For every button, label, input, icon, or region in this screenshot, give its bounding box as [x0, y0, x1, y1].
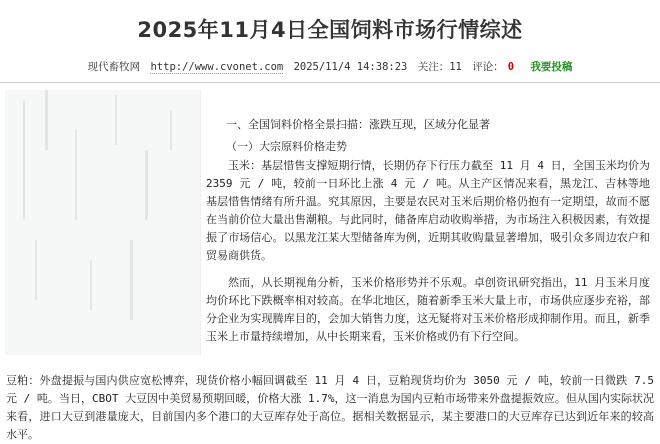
subsection-heading: （一）大宗原料价格走势: [226, 140, 347, 153]
section-heading: 一、全国饲料价格全景扫描：涨跌互现，区域分化显著: [226, 118, 490, 131]
article-title: 2025年11月4日全国饲料市场行情综述: [137, 18, 523, 42]
article-meta: [0, 59, 660, 74]
submit-article-link[interactable]: 我要投稿: [530, 61, 573, 73]
comment-label: 评论：: [472, 61, 504, 73]
divider: [0, 82, 660, 83]
source-url-link[interactable]: http://www.cvonet.com: [150, 61, 284, 73]
follow-count: 关注：11: [417, 61, 462, 73]
publish-datetime: 2025/11/4 14:38:23: [293, 61, 408, 73]
paragraph-corn: 玉米：基层惜售支撑短期行情，长期仍存下行压力截至 11 月 4 日，全国玉米均价为 2359 元 / 吨，较前一日环比上涨 4 元 / 吨。从主产区情况来看，黑龙江、吉林等地基层惜售情绪有所升温。究其原因，主要是农民对玉米后期价格仍抱有一定期望，故而不愿在当前价位大量出售潮粮。与此同时，储备库启动收购举措，为市场注入积极因素，有效提振了市场信心。以黑龙江某大型储备库为例，近期其收购量显著增加，吸引众多周边农户和贸易商供货。: [206, 159, 650, 262]
comment-count[interactable]: 0: [507, 61, 515, 73]
paragraph-corn-outlook: 然而，从长期视角分析，玉米价格形势并不乐观。卓创资讯研究指出，11 月玉米月度均价环比下跌概率相对较高。在华北地区，随着新季玉米大量上市，市场供应逐步充裕，部分企业为实现腾库目的，会加大销售力度，这无疑将对玉米价格形成抑制作用。而且，新季玉米上市量持续增加，从中长期来看，玉米价格或仍有下行空间。: [206, 276, 650, 343]
source-label: 现代畜牧网: [87, 61, 141, 73]
paragraph-soymeal: 豆粕：外盘提振与国内供应宽松博弈，现货价格小幅回调截至 11 月 4 日，豆粕现货均价为 3050 元 / 吨，较前一日微跌 7.5 元 / 吨。当日，CBOT 大豆因中美贸易预期回暖，价格大涨 1.7%，这一消息为国内豆粕市场带来外盘提振效应。但从国内实际状况来看，进口大豆到港量庞大，目前国内多个港口的大豆库存处于高位。据相关数据显示，某主要港口的大豆库存已达到近年来的较高水平。: [6, 374, 654, 441]
article-image: [5, 90, 201, 355]
